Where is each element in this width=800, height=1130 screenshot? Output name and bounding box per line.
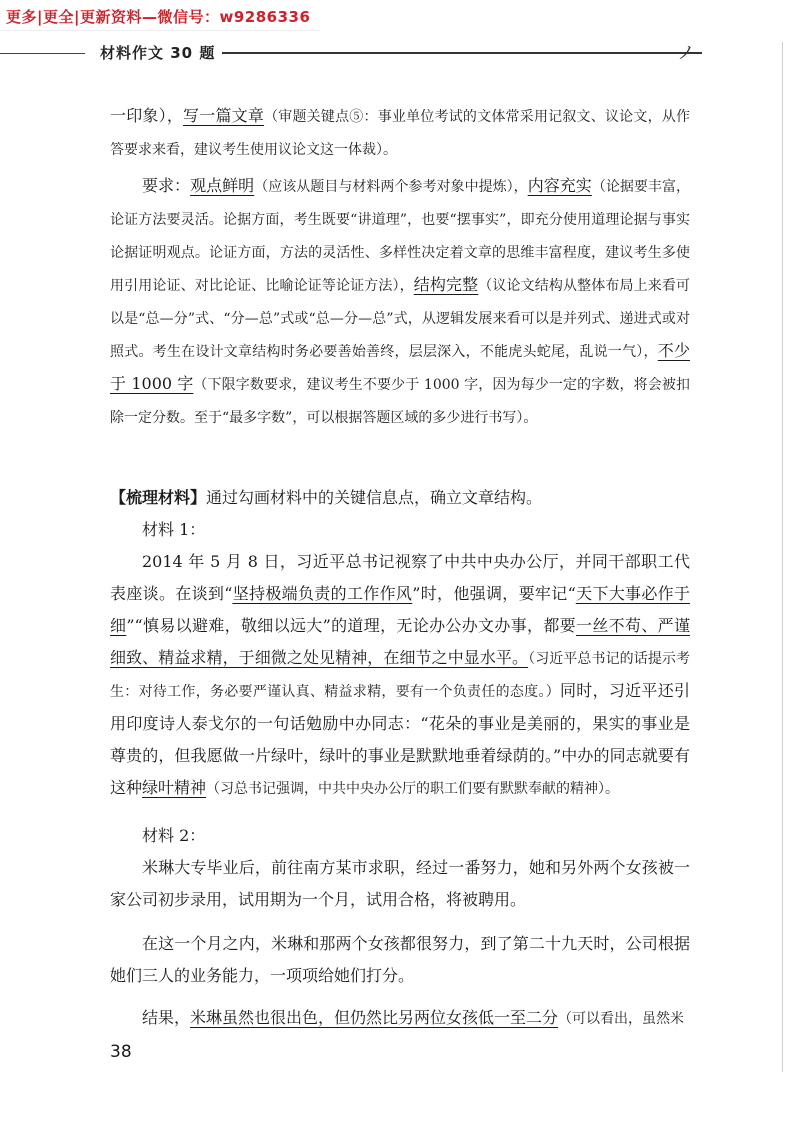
key-phrase: 坚持极端负责的工作作风 [232, 584, 413, 603]
header-rule-left [0, 53, 85, 54]
key-phrase: 观点鲜明 [190, 176, 255, 195]
page-edge-line [782, 42, 783, 1072]
key-phrase: 绿叶精神 [142, 778, 207, 797]
annotation: （习近平总书记的话提示考生：对待工作，务必要严谨认真、精益求精，要有一个负责任的态度。） [110, 651, 690, 700]
text-segment: 2014 年 5 月 8 日，习近平总书记视察了中共中央办公厅，并同干部职工代表座谈。在谈到“ [110, 552, 690, 603]
text-segment: ”“慎易以避难，敬细以远大”的道理，无论办公办文办事，都要 [126, 616, 577, 635]
text-segment: 要求： [142, 176, 191, 195]
material-2-para-2: 在这一个月之内，米琳和那两个女孩都很努力，到了第二十九天时，公司根据她们三人的业务能力，一项项给她们打分。 [110, 934, 690, 985]
running-header [0, 38, 800, 68]
material-2-para-3 [110, 1002, 690, 1035]
paragraph-task [110, 100, 690, 166]
annotation: （论据要丰富，论证方法要灵活。论据方面，考生既要“讲道理”，也要“摆事实”，即充分使用道理论据与事实论据证明观点。论证方面，方法的灵活性、多样性决定着文章的思维丰富程度，建议考生多使用引用论证、对比论证、比喻论证等论证方法）， [110, 179, 690, 294]
key-phrase: 天下大事必作于细 [110, 584, 690, 635]
text-segment: 同时，习近平还引用印度诗人泰戈尔的一句话勉励中办同志：“花朵的事业是美丽的，果实的事业是尊贵的，但我愿做一片绿叶，绿叶的事业是默默地垂着绿荫的。”中办的同志就要有这种 [110, 681, 690, 797]
text-segment: 结果， [142, 1008, 191, 1027]
key-phrase: 一丝不苟、严谨细致、精益求精，于细微之处见精神，在细节之中显水平。 [110, 616, 690, 667]
key-phrase: 结构完整 [413, 275, 479, 294]
paragraph-sort-material [110, 482, 690, 514]
watermark-banner [0, 0, 320, 31]
text-segment: ”时，他强调，要牢记“ [412, 584, 576, 603]
header-title: 材料作文 30 题 [100, 44, 216, 62]
section-tag: 【梳理材料】 [110, 488, 207, 507]
banner-text: 更多|更全|更新资料—微信号：w9286336 [6, 8, 311, 26]
annotation: （应该从题目与材料两个参考对象中提炼）， [254, 179, 528, 195]
material-2-para-1: 米琳大专毕业后，前往南方某市求职，经过一番努力，她和另外两个女孩被一家公司初步录用，试用期为一个月，试用合格，将被聘用。 [110, 858, 690, 909]
key-phrase: 不少于 1000 字 [110, 341, 690, 393]
annotation: （习总书记强调，中共中央办公厅的职工们要有默默奉献的精神）。 [206, 781, 620, 797]
key-phrase: 写一篇文章 [183, 106, 265, 125]
paragraph-requirements [110, 170, 690, 434]
header-ornament-icon: ノ [677, 43, 695, 64]
annotation: （议论文结构从整体布局上来看可以是“总—分”式、“分—总”式或“总—分—总”式，从逻辑发展来看可以是并列式、递进式或对照式。考生在设计文章结构时务必要善始善终，层层深入，不能虎头蛇尾，乱说一气）， [110, 278, 690, 360]
text-segment: 一印象）， [110, 106, 184, 125]
page-number: 38 [110, 1042, 132, 1062]
annotation: （下限字数要求，建议考生不要少于 1000 字，因为每少一定的字数，将会被扣除一定分数。至于“最多字数”，可以根据答题区域的多少进行书写）。 [110, 377, 690, 426]
annotation: （审题关键点⑤：事业单位考试的文体常采用记叙文、议论文，从作答要求来看，建议考生使用议论文这一体裁）。 [110, 109, 690, 158]
material-1-label: 材料 1： [142, 520, 206, 539]
key-phrase: 米琳虽然也很出色，但仍然比另两位女孩低一至二分 [190, 1008, 559, 1027]
key-phrase: 内容充实 [527, 176, 592, 195]
text-segment: 通过勾画材料中的关键信息点，确立文章结构。 [206, 488, 543, 507]
annotation: （可以看出，虽然米 [558, 1011, 685, 1027]
material-1-body [110, 546, 690, 805]
header-rule-right [222, 52, 702, 54]
material-2-label: 材料 2： [142, 826, 206, 845]
